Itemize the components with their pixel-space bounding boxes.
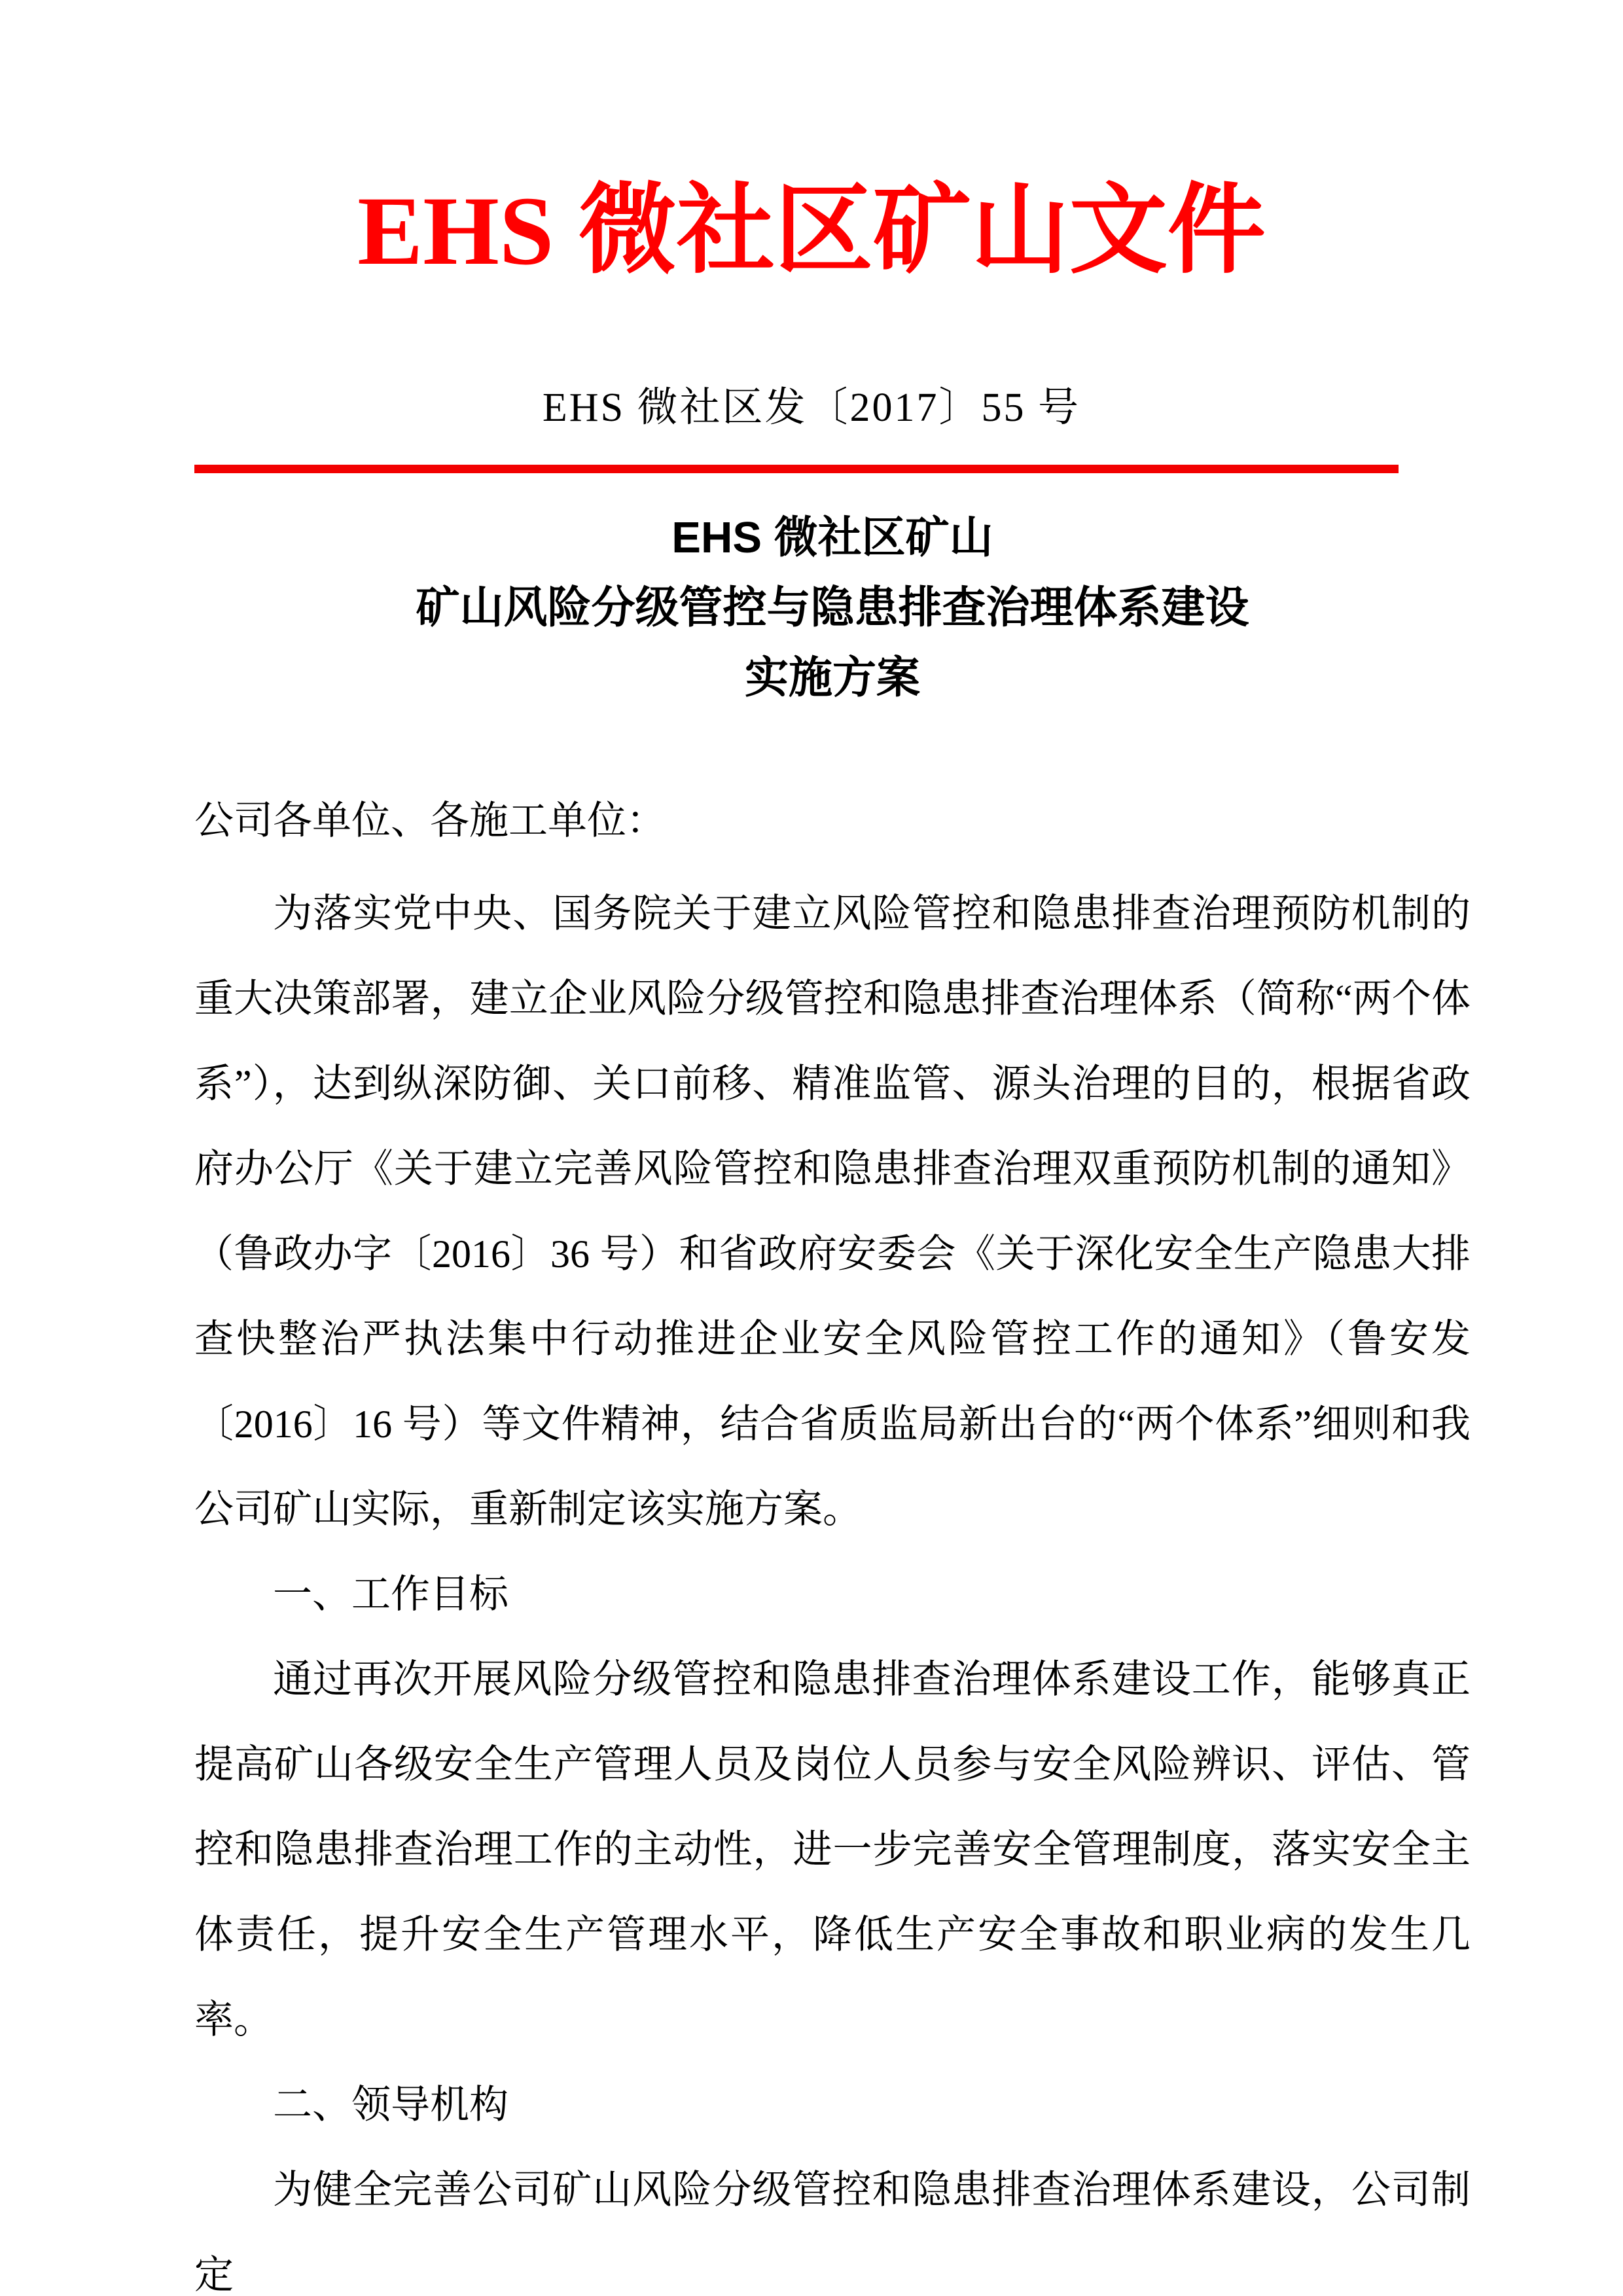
salutation: 公司各单位、各施工单位：: [194, 799, 666, 842]
paragraph-3: 为健全完善公司矿山风险分级管控和隐患排查治理体系建设，公司制定: [194, 2168, 1471, 2296]
paragraph-1: 为落实党中央、国务院关于建立风险管控和隐患排查治理预防机制的重大决策部署，建立企业风险分级管控和隐患排查治理体系（简称“两个体系”），达到纵深防御、关口前移、精准监管、源头治理的目的，根据省政府办公厅《关于建立完善风险管控和隐患排查治理双重预防机制的通知》（鲁政办字〔2016〕36 号）和省政府安委会《关于深化安全生产隐患大排查快整治严执法集中行动推进企业安全风险管控工作的通知》（鲁安发〔2016〕16 号）等文件精神，结合省质监局新出台的“两个体系”细则和我公司矿山实际，重新制定该实施方案。: [194, 892, 1471, 1531]
doc-title-block: [194, 503, 1471, 713]
doc-title-line-1: EHS 微社区矿山: [671, 513, 993, 562]
banner-title: EHS 微社区矿山文件: [357, 177, 1266, 285]
document-body: [194, 778, 1471, 2296]
doc-number: EHS 微社区发〔2017〕55 号: [542, 386, 1081, 430]
paragraph-2: 通过再次开展风险分级管控和隐患排查治理体系建设工作，能够真正提高矿山各级安全生产管理人员及岗位人员参与安全风险辨识、评估、管控和隐患排查治理工作的主动性，进一步完善安全管理制度，落实安全主体责任，提升安全生产管理水平，降低生产安全事故和职业病的发生几率。: [194, 1658, 1471, 2041]
doc-title-line-3: 实施方案: [745, 653, 920, 702]
section-heading-1: 一、工作目标: [273, 1573, 508, 1616]
doc-title-line-2: 矿山风险分级管控与隐患排查治理体系建设: [416, 583, 1249, 632]
section-heading-2: 二、领导机构: [273, 2083, 508, 2126]
red-divider: [194, 465, 1399, 473]
content-area: [0, 465, 1471, 2296]
